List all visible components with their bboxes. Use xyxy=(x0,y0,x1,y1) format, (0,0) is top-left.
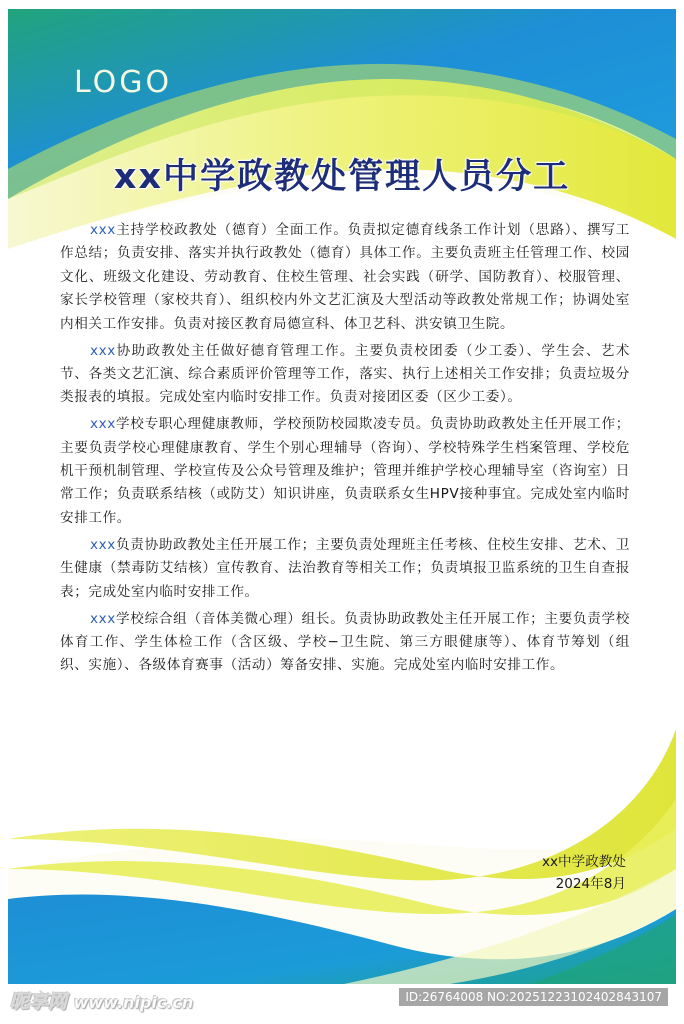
person-name: xxx xyxy=(90,342,116,359)
paragraph xyxy=(60,608,630,678)
duty-text: 协助政教处主任做好德育管理工作。主要负责校团委（少工委）、学生会、艺术节、各类文艺汇演、综合素质评价管理等工作，落实、执行上述相关工作安排；负责垃圾分类报表的填报。完成处室内临时安排工作。负责对接团区委（区少工委）。 xyxy=(60,342,630,406)
sign-organization: xx中学政教处 xyxy=(541,854,626,870)
signature-block xyxy=(542,851,626,895)
person-name: xxx xyxy=(90,416,116,433)
watermark-site-logo xyxy=(10,987,193,1014)
paragraph xyxy=(60,340,630,410)
watermark-site-name: 昵享网 xyxy=(10,991,68,1013)
content-body xyxy=(60,219,630,681)
sign-date: 2024年8月 xyxy=(555,876,626,892)
duty-text: 学校综合组（音体美微心理）组长。负责协助政教处主任开展工作；主要负责学校体育工作、学生体检工作（含区级、学校−卫生院、第三方眼健康等）、体育节筹划（组织、实施）、各级体育赛事（活动）筹备安排、实施。完成处室内临时安排工作。 xyxy=(60,610,630,674)
poster-title: xx中学政教处管理人员分工 xyxy=(113,157,571,197)
paragraph xyxy=(60,219,630,336)
watermark-site-url: www.nipic.cn xyxy=(73,993,194,1012)
person-name: xxx xyxy=(90,222,116,238)
poster xyxy=(8,9,676,991)
person-name: xxx xyxy=(90,610,116,627)
watermark-id: ID:26764008 NO:20251223102402843107 xyxy=(399,988,668,1006)
person-name: xxx xyxy=(90,536,116,553)
paragraph xyxy=(60,413,630,530)
paragraph xyxy=(60,534,630,604)
duty-text: 负责协助政教处主任开展工作；主要负责处理班主任考核、住校生安排、艺术、卫生健康（禁毒防艾结核）宣传教育、法治教育等相关工作；负责填报卫监系统的卫生自查报表；完成处室内临时安排工作。 xyxy=(60,536,630,600)
duty-text: 学校专职心理健康教师，学校预防校园欺凌专员。负责协助政教处主任开展工作；主要负责学校心理健康教育、学生个别心理辅导（咨询）、学校特殊学生档案管理、学校危机干预机制管理、学校宣传及公众号管理及维护；管理并维护学校心理辅导室（咨询室）日常工作；负责联系结核（或防艾）知识讲座，负责联系女生HPV接种事宜。完成处室内临时安排工作。 xyxy=(60,416,630,526)
logo-text: LOGO xyxy=(74,65,173,100)
duty-text: 主持学校政教处（德育）全面工作。负责拟定德育线条工作计划（思路）、撰写工作总结；负责安排、落实并执行政教处（德育）具体工作。主要负责班主任管理工作、校园文化、班级文化建设、劳动教育、住校生管理、社会实践（研学、国防教育）、校服管理、家长学校管理（家校共育）、组织校内外文艺汇演及大型活动等政教处常规工作；协调处室内相关工作安排。负责对接区教育局德宣科、体卫艺科、洪安镇卫生院。 xyxy=(60,222,630,332)
